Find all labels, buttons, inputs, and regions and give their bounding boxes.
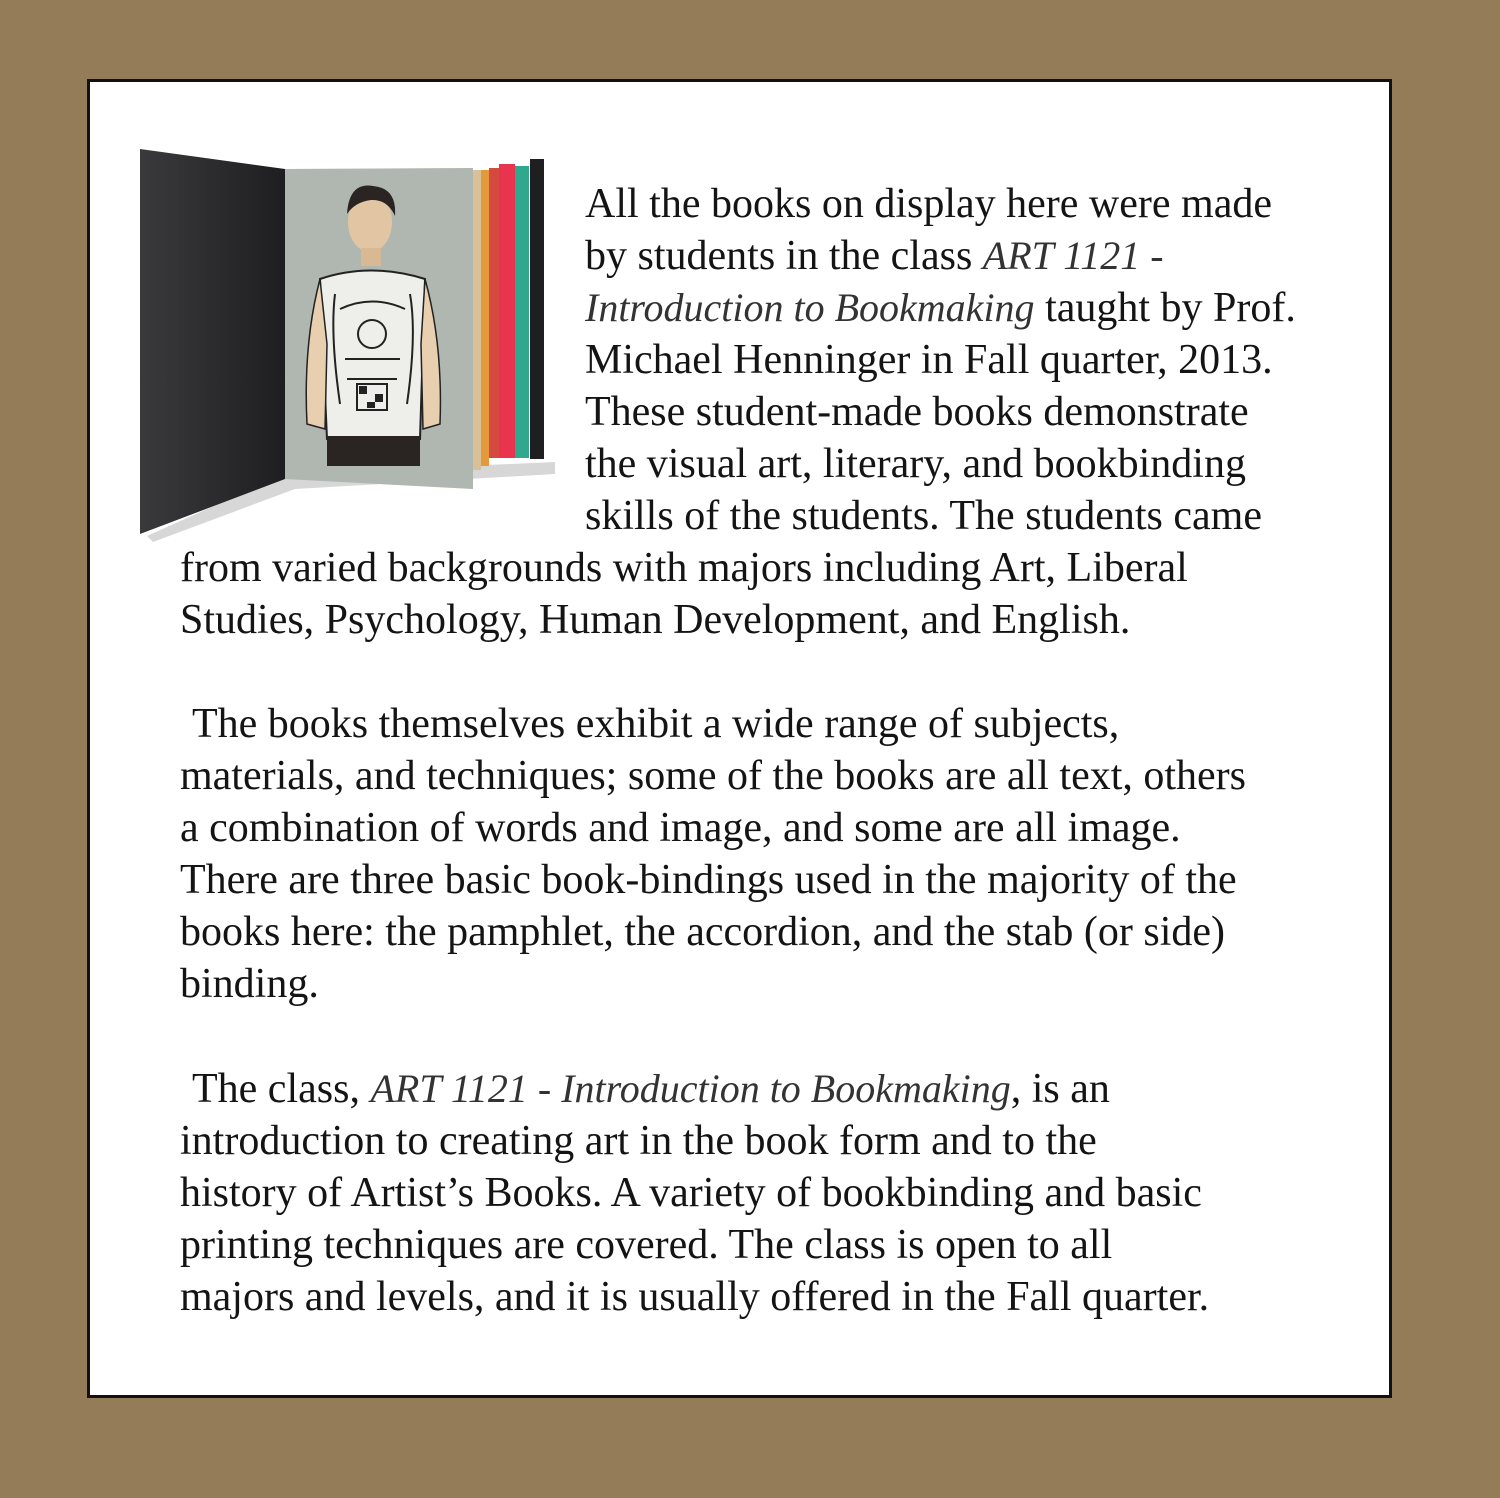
text-line: books here: the pamphlet, the accordion, and the stab (or side) [180,909,1225,955]
course-title: Introduction to Bookmaking [585,285,1035,330]
text-line: The class, ART 1121 - Introduction to Bookmaking, is an [192,1066,1110,1112]
text-line: by students in the class ART 1121 - [585,233,1164,279]
text-line: skills of the students. The students came [585,493,1262,539]
course-code: ART 1121 - [982,233,1164,278]
text-line: These student-made books demonstrate [585,389,1249,435]
text-line: a combination of words and image, and some are all image. [180,805,1181,851]
intro-paragraph-beside-image [585,178,1296,542]
text-line: The books themselves exhibit a wide range of subjects, [192,701,1120,747]
text-line: from varied backgrounds with majors including Art, Liberal [180,545,1188,591]
text-line: materials, and techniques; some of the books are all text, others [180,753,1247,799]
text-line: the visual art, literary, and bookbinding [585,441,1246,487]
bindings-paragraph [180,698,1246,1010]
text-line: history of Artist’s Books. A variety of bookbinding and basic [180,1170,1202,1216]
text-line: There are three basic book-bindings used in the majority of the [180,857,1237,903]
text-line: Studies, Psychology, Human Development, and English. [180,597,1131,643]
text-line: introduction to creating art in the book form and to the [180,1118,1097,1164]
text-line: printing techniques are covered. The class is open to all [180,1222,1113,1268]
course-name: ART 1121 - Introduction to Bookmaking [370,1066,1011,1111]
text-line: All the books on display here were made [585,181,1272,227]
open-book-image [135,144,555,544]
text-line: binding. [180,961,319,1007]
info-card [87,79,1392,1398]
text-line: Introduction to Bookmaking taught by Prof. [585,285,1296,331]
class-paragraph [180,1063,1209,1323]
text-line: majors and levels, and it is usually offered in the Fall quarter. [180,1274,1210,1320]
text-line: Michael Henninger in Fall quarter, 2013. [585,337,1273,383]
intro-paragraph-below-image [180,542,1188,646]
